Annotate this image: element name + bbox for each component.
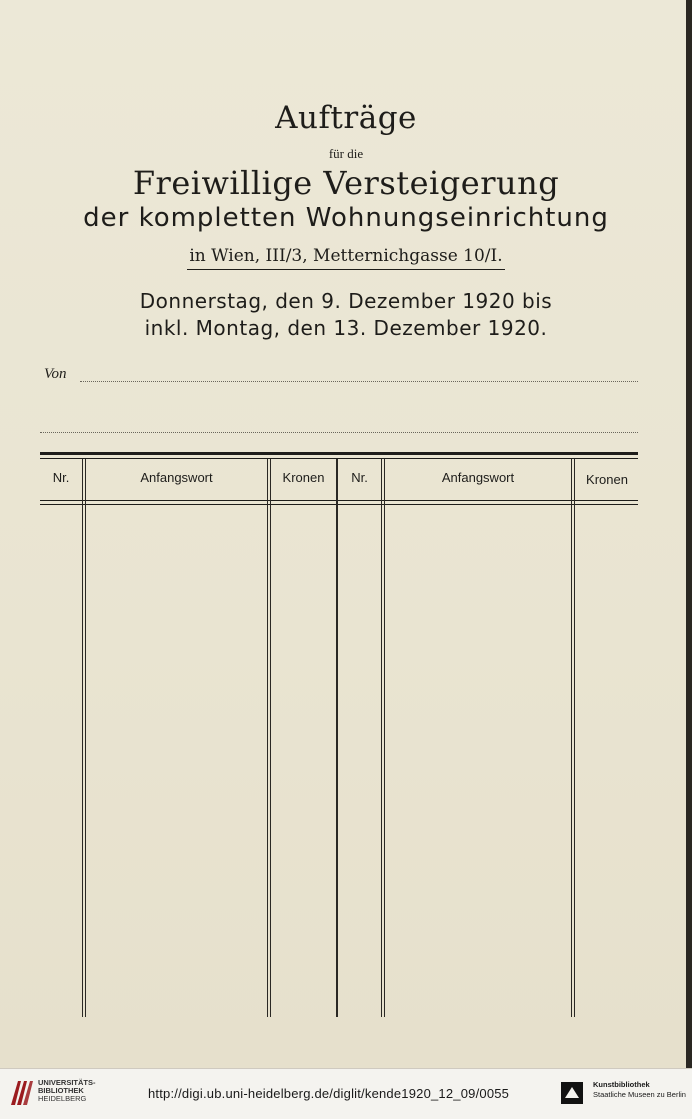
university-name: [38, 1079, 96, 1103]
address-line: [0, 246, 692, 266]
document-title: Aufträge: [275, 100, 417, 136]
header-nr-left: Nr.: [52, 470, 70, 485]
university-line-2: BIBLIOTHEK: [38, 1086, 84, 1095]
column-divider: [267, 459, 268, 1017]
kunst-line-1: Kunstbibliothek: [593, 1080, 650, 1089]
column-divider: [82, 459, 83, 1017]
fuer-die-text: für die: [328, 146, 364, 161]
column-divider: [574, 459, 575, 1017]
column-divider: [571, 459, 572, 1017]
kunstbibliothek-logo-icon: [561, 1082, 583, 1104]
table-header-rule-2: [40, 504, 638, 505]
date-line-1: Donnerstag, den 9. Dezember 1920 bis: [139, 289, 553, 313]
footer-bar: [0, 1068, 692, 1119]
source-url-link[interactable]: http://digi.ub.uni-heidelberg.de/diglit/kende1920_12_09/0055: [148, 1086, 510, 1101]
header-anfangswort-left: Anfangswort: [140, 470, 213, 485]
von-dotted-line: [80, 381, 638, 382]
header-anfangswort-right: Anfangswort: [441, 470, 515, 485]
column-divider: [381, 459, 382, 1017]
date-line-2: inkl. Montag, den 13. Dezember 1920.: [144, 316, 548, 340]
second-dotted-line: [40, 432, 638, 433]
column-divider-center: [336, 459, 338, 1017]
subtitle: Freiwillige Versteigerung: [132, 164, 560, 202]
header-kronen-right: Kronen: [586, 472, 628, 487]
subtitle-2: der kompletten Wohnungseinrichtung: [83, 203, 609, 233]
address-text: in Wien, III/3, Metternichgasse 10/I.: [187, 246, 504, 270]
header-kronen-left: Kronen: [282, 470, 325, 485]
von-label: Von: [44, 366, 67, 382]
university-line-1: UNIVERSITÄTS-: [38, 1078, 96, 1087]
university-line-3: HEIDELBERG: [38, 1094, 87, 1103]
column-divider: [384, 459, 385, 1017]
kunst-line-2: Staatliche Museen zu Berlin: [593, 1090, 686, 1099]
table-header-rule-1: [40, 500, 638, 501]
kunstbibliothek-name: [593, 1080, 686, 1100]
table-top-rule-thin: [40, 458, 638, 459]
university-logo-icon: [8, 1075, 34, 1109]
column-divider: [270, 459, 271, 1017]
table-top-rule-thick: [40, 452, 638, 455]
column-divider: [85, 459, 86, 1017]
header-nr-right: Nr.: [351, 470, 368, 485]
